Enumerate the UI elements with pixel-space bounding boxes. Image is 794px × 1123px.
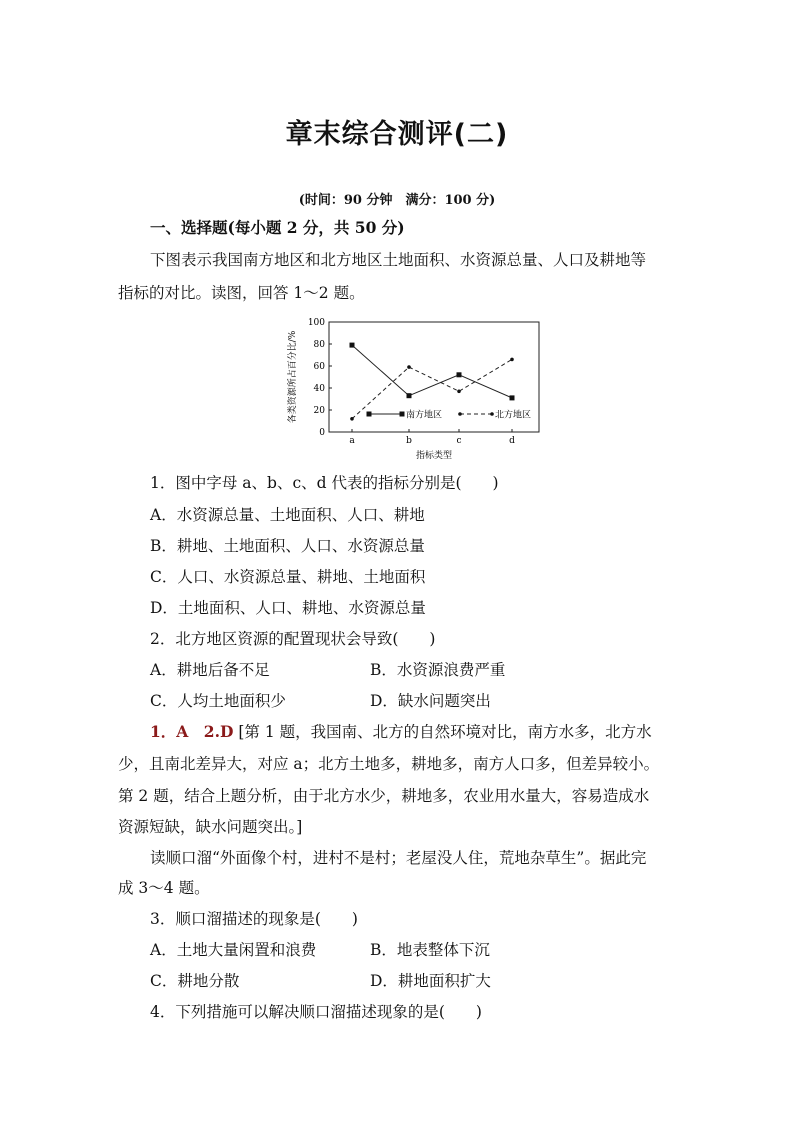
answer-block-1-line-4: 资源短缺，缺水问题突出。] — [118, 818, 303, 836]
x-tick-label: d — [509, 436, 515, 446]
question-1-option-c[interactable]: C．人口、水资源总量、耕地、土地面积 — [150, 568, 426, 586]
question-3-option-d[interactable]: D．耕地面积扩大 — [370, 972, 491, 990]
intro-line-2: 指标的对比。读图，回答 1～2 题。 — [118, 284, 365, 302]
question-4-stem: 4．下列措施可以解决顺口溜描述现象的是( ) — [150, 1003, 482, 1021]
question-2-option-c[interactable]: C．人均土地面积少 — [150, 692, 286, 710]
legend-marker-1 — [490, 412, 494, 416]
question-1-option-d[interactable]: D．土地面积、人口、耕地、水资源总量 — [150, 599, 426, 617]
question-3-option-a[interactable]: A．土地大量闲置和浪费 — [150, 941, 317, 959]
answer-block-1-line-2: 少，且南北差异大，对应 a；北方土地多，耕地多，南方人口多，但差异较小。 — [118, 755, 660, 773]
series-point-1 — [407, 365, 411, 369]
y-tick-label: 100 — [307, 318, 325, 328]
question-1-option-a[interactable]: A．水资源总量、土地面积、人口、耕地 — [150, 506, 425, 524]
legend-marker-0 — [367, 412, 372, 417]
y-axis-label: 各类资源所占百分比/% — [288, 330, 298, 424]
legend-marker-0 — [400, 412, 405, 417]
y-tick-label: 80 — [313, 340, 325, 350]
series-point-1 — [457, 390, 461, 394]
chart-legend — [367, 409, 532, 421]
section-heading: 一、选择题(每小题 2 分，共 50 分) — [150, 218, 405, 237]
exam-meta: (时间：90 分钟 满分：100 分) — [298, 193, 496, 208]
answer-key: 1．A 2.D — [150, 722, 234, 741]
question-3-stem: 3．顺口溜描述的现象是( ) — [150, 910, 358, 928]
answer-block-1-line-3: 第 2 题，结合上题分析，由于北方水少，耕地多，农业用水量大，容易造成水 — [118, 787, 650, 805]
x-axis-label: 指标类型 — [415, 451, 453, 461]
y-tick-label: 60 — [313, 362, 325, 372]
x-tick-label: b — [406, 436, 412, 446]
question-3-option-c[interactable]: C．耕地分散 — [150, 972, 240, 990]
intro-line-1: 下图表示我国南方地区和北方地区土地面积、水资源总量、人口及耕地等 — [150, 251, 647, 269]
x-tick-labels — [349, 436, 515, 446]
intro2-line-1: 读顺口溜“外面像个村，进村不是村；老屋没人住，荒地杂草生”。据此完 — [150, 849, 647, 867]
legend-label-1: 北方地区 — [495, 410, 532, 421]
question-3-option-b[interactable]: B．地表整体下沉 — [370, 941, 490, 959]
intro2-line-2: 成 3～4 题。 — [118, 879, 210, 897]
series-point-1 — [350, 417, 354, 421]
x-tick-label: c — [456, 436, 462, 446]
x-tick-label: a — [349, 436, 355, 446]
answer-block-1-line-1 — [150, 722, 652, 742]
y-tick-label: 0 — [319, 428, 325, 438]
legend-marker-1 — [458, 412, 462, 416]
question-2-option-d[interactable]: D．缺水问题突出 — [370, 692, 491, 710]
series-line-0 — [352, 345, 512, 398]
y-tick-label: 40 — [313, 384, 325, 394]
question-2-stem: 2．北方地区资源的配置现状会导致( ) — [150, 630, 436, 648]
chart-series — [350, 343, 515, 421]
answer-explanation-start: [第 1 题，我国南、北方的自然环境对比，南方水多，北方水 — [238, 723, 652, 741]
question-1-stem: 1．图中字母 a、b、c、d 代表的指标分别是( ) — [150, 474, 499, 492]
legend-label-0: 南方地区 — [406, 410, 443, 421]
series-point-0 — [350, 343, 355, 348]
series-point-0 — [407, 393, 412, 398]
question-2-option-a[interactable]: A．耕地后备不足 — [150, 661, 270, 679]
series-point-0 — [457, 372, 462, 377]
question-1-option-b[interactable]: B．耕地、土地面积、人口、水资源总量 — [150, 537, 425, 555]
series-point-1 — [510, 358, 514, 362]
y-tick-label: 20 — [313, 406, 325, 416]
page-title: 章末综合测评(二) — [285, 119, 509, 150]
line-chart — [284, 313, 554, 463]
question-2-option-b[interactable]: B．水资源浪费严重 — [370, 661, 506, 679]
y-tick-labels — [308, 318, 325, 438]
series-point-0 — [510, 395, 515, 400]
